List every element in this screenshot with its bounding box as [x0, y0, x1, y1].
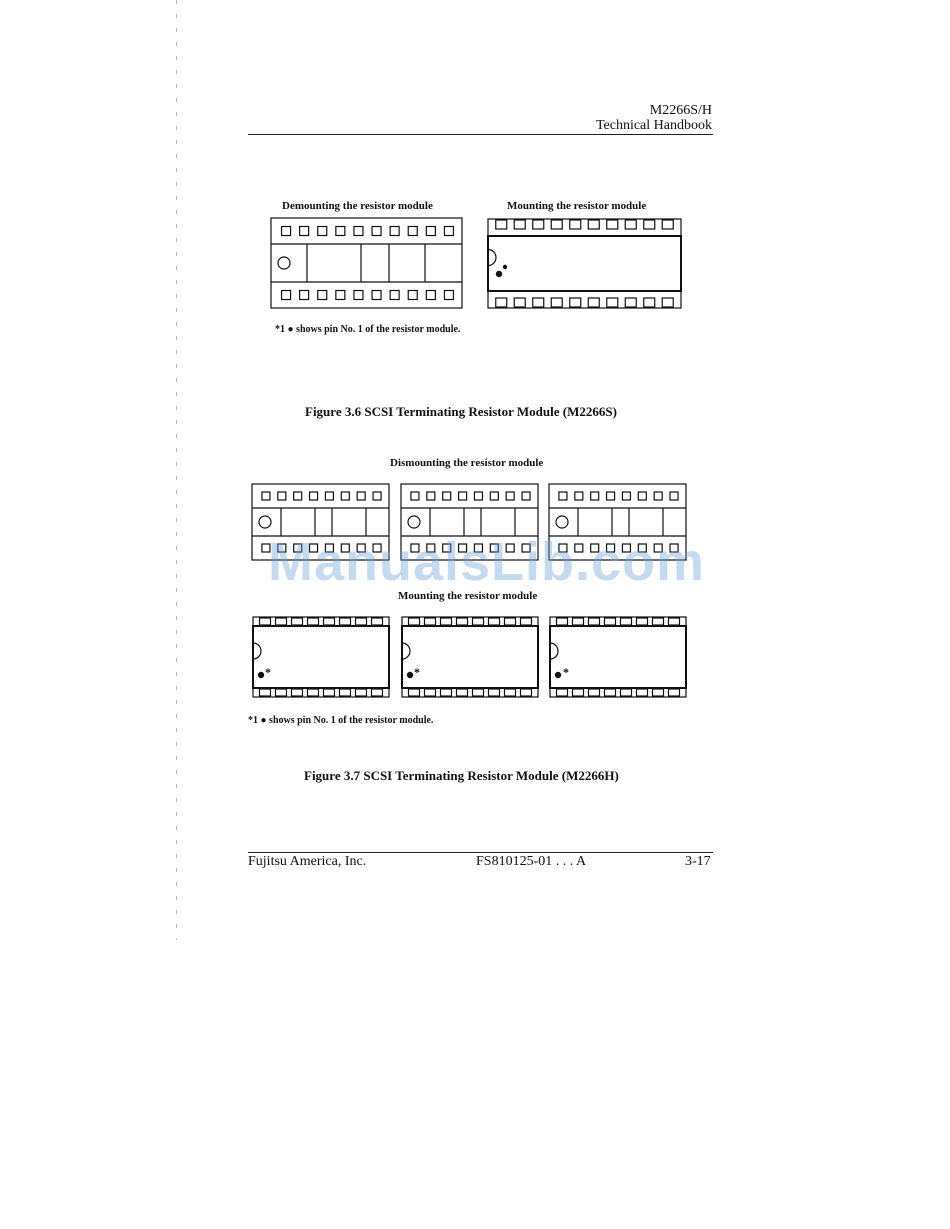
pin-lead	[372, 689, 383, 696]
pin-hole	[522, 492, 530, 500]
pin-hole	[300, 227, 309, 236]
pin-lead	[505, 689, 516, 696]
pin-lead	[514, 220, 525, 229]
pin-hole	[372, 291, 381, 300]
pin-lead	[637, 689, 648, 696]
pin-lead	[573, 618, 584, 625]
pin-lead	[521, 689, 532, 696]
pin-lead	[324, 689, 335, 696]
pin-hole	[357, 492, 365, 500]
pin-hole	[390, 227, 399, 236]
fig36-note	[275, 324, 460, 335]
pin-hole	[444, 227, 453, 236]
pin-hole	[444, 291, 453, 300]
pin-lead	[653, 689, 664, 696]
footer-page: 3-17	[685, 854, 711, 869]
pin-hole	[443, 492, 451, 500]
label-demounting: Demounting the resistor module	[282, 200, 433, 212]
pin-lead	[669, 618, 680, 625]
pin-lead	[625, 298, 636, 307]
fig36-caption: Figure 3.6 SCSI Terminating Resistor Module (M2266S)	[305, 404, 617, 419]
pin-hole	[591, 492, 599, 500]
pin-hole	[427, 492, 435, 500]
footer-doc-number: FS810125-01 . . . A	[476, 854, 587, 869]
pin-lead	[324, 618, 335, 625]
pin-lead	[340, 689, 351, 696]
pin-lead	[662, 220, 673, 229]
pin-hole	[411, 492, 419, 500]
socket-outline	[253, 617, 389, 697]
pin-lead	[551, 298, 562, 307]
pin-lead	[496, 220, 507, 229]
pin-lead	[589, 689, 600, 696]
resistor-module-body	[488, 236, 681, 291]
pin-lead	[605, 689, 616, 696]
pin1-notch	[253, 643, 261, 659]
pin-lead	[260, 618, 271, 625]
pin-hole	[559, 492, 567, 500]
pin1-dot	[555, 672, 560, 677]
pin1-mark	[503, 265, 506, 268]
pin-lead	[514, 298, 525, 307]
pin-lead	[409, 618, 420, 625]
socket-round-hole	[259, 516, 271, 528]
pin-lead	[533, 220, 544, 229]
pin-lead	[308, 689, 319, 696]
asterisk-1: *	[265, 665, 271, 679]
fig37-caption: Figure 3.7 SCSI Terminating Resistor Module (M2266H)	[304, 768, 619, 783]
pin-hole	[336, 227, 345, 236]
pin-hole	[354, 227, 363, 236]
pin-lead	[473, 618, 484, 625]
pin-lead	[621, 689, 632, 696]
pin-hole	[408, 227, 417, 236]
pin-hole	[318, 291, 327, 300]
pin-hole	[654, 492, 662, 500]
pin-hole	[372, 227, 381, 236]
resistor-module-body	[550, 626, 686, 688]
pin-hole	[262, 492, 270, 500]
pin-hole	[408, 291, 417, 300]
pin-lead	[260, 689, 271, 696]
pin-hole	[670, 492, 678, 500]
pin-lead	[588, 298, 599, 307]
fig36-note-marker: *1	[275, 324, 285, 335]
fig36-demount-socket	[271, 218, 462, 308]
fig37-note-marker: *1	[248, 715, 258, 726]
pin-hole	[575, 492, 583, 500]
pin-hole	[474, 492, 482, 500]
footer-rule	[248, 852, 713, 853]
socket-outline	[488, 219, 681, 308]
pin-lead	[308, 618, 319, 625]
asterisk-3: *	[563, 665, 569, 679]
fig37-note	[248, 715, 433, 726]
pin-lead	[533, 298, 544, 307]
socket-round-hole	[556, 516, 568, 528]
pin-lead	[637, 618, 648, 625]
pin-lead	[505, 618, 516, 625]
pin-lead	[457, 618, 468, 625]
pin-hole	[622, 492, 630, 500]
pin-lead	[425, 618, 436, 625]
pin-lead	[557, 618, 568, 625]
pin-lead	[570, 220, 581, 229]
pin-lead	[489, 618, 500, 625]
pin-hole	[336, 291, 345, 300]
pin-lead	[521, 618, 532, 625]
pin-lead	[607, 298, 618, 307]
pin-lead	[607, 220, 618, 229]
pin-lead	[356, 689, 367, 696]
header-model: M2266S/H	[649, 103, 712, 118]
pin1-dot	[258, 672, 263, 677]
pin-lead	[356, 618, 367, 625]
fig36-note-text: shows pin No. 1 of the resistor module.	[296, 324, 461, 335]
pin-hole	[354, 291, 363, 300]
footer-company: Fujitsu America, Inc.	[248, 854, 367, 869]
socket-outline	[550, 617, 686, 697]
pin-lead	[276, 618, 287, 625]
pin1-dot	[496, 271, 501, 276]
pin-lead	[570, 298, 581, 307]
pin-lead	[457, 689, 468, 696]
pin-lead	[292, 689, 303, 696]
pin-hole	[373, 492, 381, 500]
pin-hole	[282, 227, 291, 236]
pin1-dot	[407, 672, 412, 677]
pin-lead	[588, 220, 599, 229]
socket-round-hole	[278, 257, 290, 269]
pin-hole	[426, 291, 435, 300]
pin-lead	[409, 689, 420, 696]
fig37-mount-sockets	[253, 617, 686, 697]
pin-lead	[669, 689, 680, 696]
pin-lead	[644, 220, 655, 229]
pin-lead	[372, 618, 383, 625]
pin-lead	[551, 220, 562, 229]
pin-dot-icon: ●	[260, 715, 267, 726]
resistor-module-body	[253, 626, 389, 688]
pin-lead	[573, 689, 584, 696]
pin-dot-icon: ●	[287, 324, 294, 335]
watermark: ManualsLib.com	[268, 532, 706, 592]
header-title: Technical Handbook	[595, 118, 712, 133]
pin-lead	[644, 298, 655, 307]
pin-hole	[294, 492, 302, 500]
pin-hole	[318, 227, 327, 236]
pin-hole	[506, 492, 514, 500]
pin-lead	[441, 618, 452, 625]
pin-hole	[310, 492, 318, 500]
pin-hole	[341, 492, 349, 500]
label-mounting: Mounting the resistor module	[507, 200, 647, 212]
pin-hole	[459, 492, 467, 500]
pin1-notch	[550, 643, 558, 659]
pin-lead	[473, 689, 484, 696]
asterisk-2: *	[414, 665, 420, 679]
fig36-mount-socket	[488, 219, 681, 308]
pin-hole	[325, 492, 333, 500]
label-mounting-37: Mounting the resistor module	[398, 590, 538, 602]
pin-lead	[653, 618, 664, 625]
pin-hole	[490, 492, 498, 500]
pin-lead	[605, 618, 616, 625]
socket-round-hole	[408, 516, 420, 528]
pin-lead	[340, 618, 351, 625]
pin-lead	[625, 220, 636, 229]
pin-lead	[292, 618, 303, 625]
pin-lead	[489, 689, 500, 696]
socket-outline	[402, 617, 538, 697]
pin1-notch	[402, 643, 410, 659]
pin-hole	[300, 291, 309, 300]
pin-hole	[426, 227, 435, 236]
pin-hole	[282, 291, 291, 300]
pin-hole	[607, 492, 615, 500]
pin-lead	[662, 298, 673, 307]
pin-lead	[589, 618, 600, 625]
pin-lead	[441, 689, 452, 696]
resistor-module-body	[402, 626, 538, 688]
fig37-note-text: shows pin No. 1 of the resistor module.	[269, 715, 434, 726]
label-dismounting: Dismounting the resistor module	[390, 457, 544, 469]
pin-lead	[557, 689, 568, 696]
pin1-notch	[488, 250, 496, 266]
pin-lead	[276, 689, 287, 696]
pin-lead	[496, 298, 507, 307]
pin-hole	[390, 291, 399, 300]
pin-lead	[425, 689, 436, 696]
pin-hole	[278, 492, 286, 500]
pin-hole	[638, 492, 646, 500]
pin-lead	[621, 618, 632, 625]
